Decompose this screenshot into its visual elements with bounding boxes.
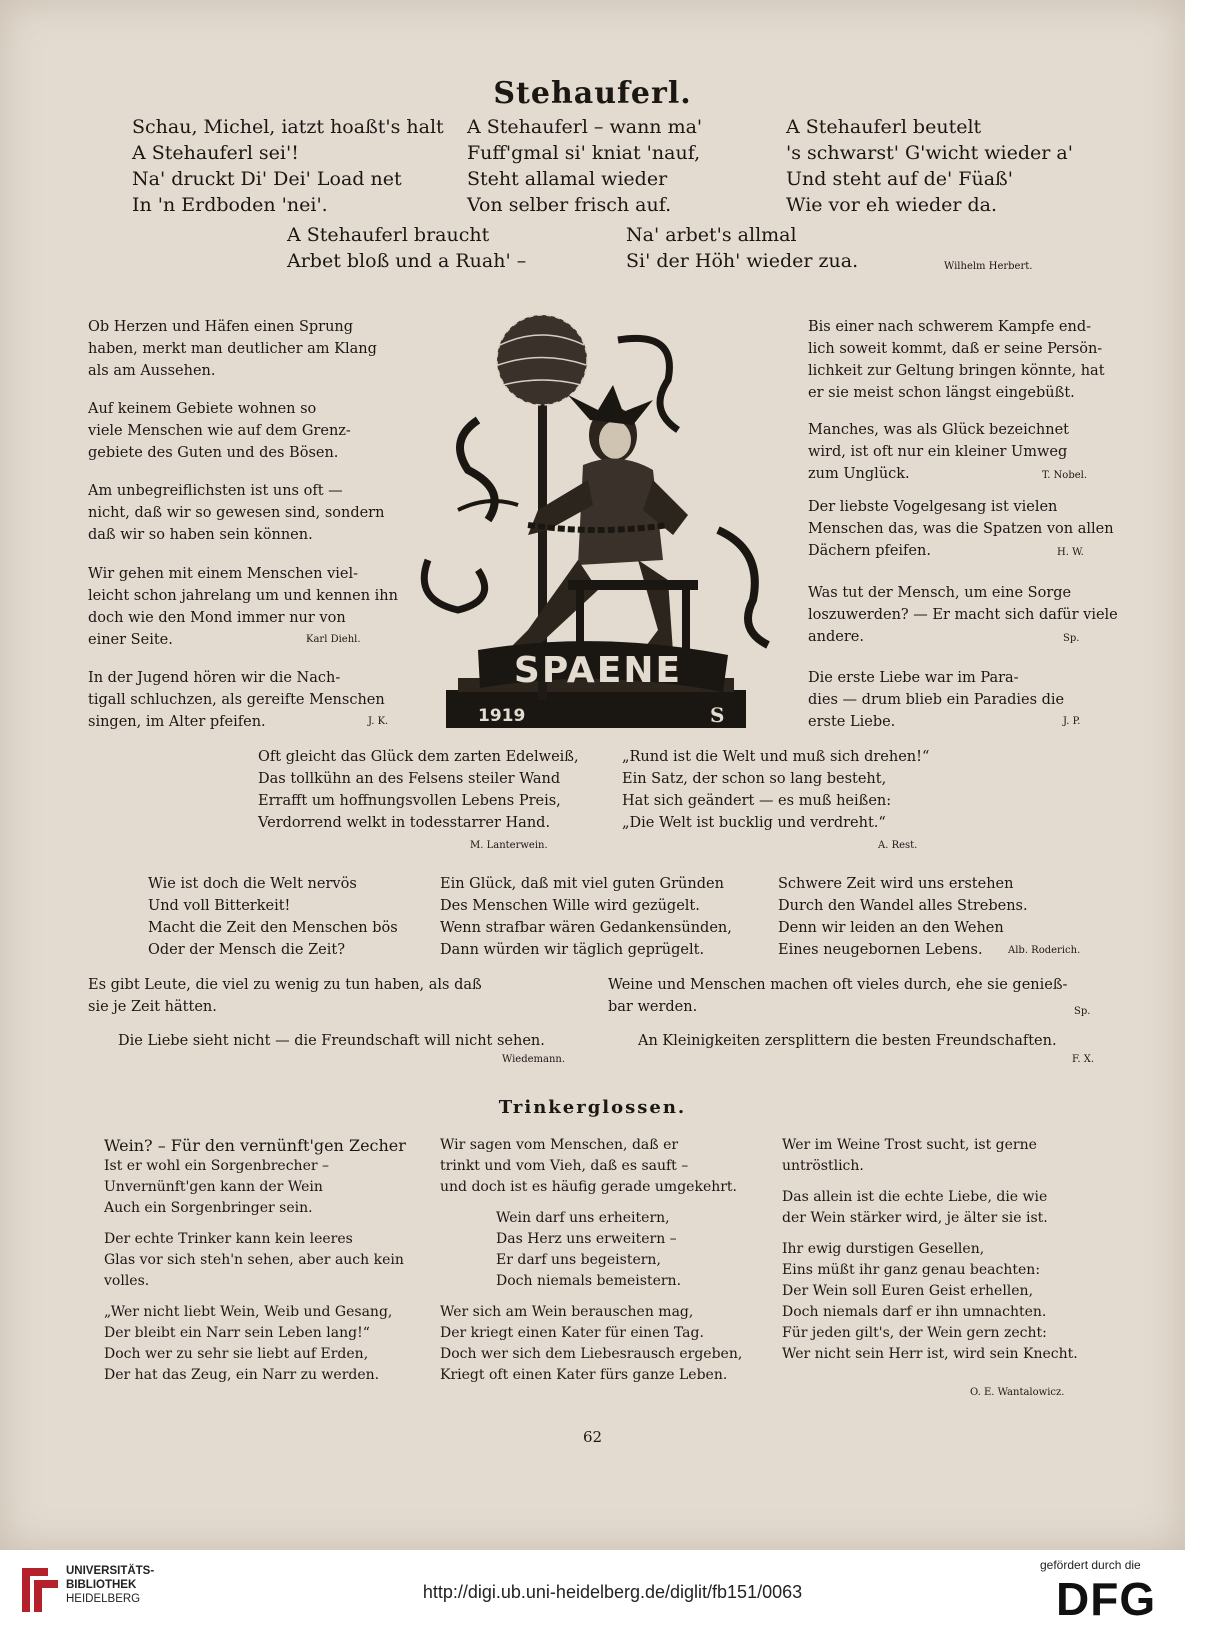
verse-line: der Wein stärker wird, je älter sie ist.	[782, 1210, 1048, 1226]
verse-line: Er darf uns begeistern,	[496, 1252, 661, 1268]
aphorism-line: lich soweit kommt, daß er seine Persön-	[808, 341, 1103, 357]
aphorism-line: lichkeit zur Geltung bringen könnte, hat	[808, 363, 1105, 379]
aphorism-line: viele Menschen wie auf dem Grenz-	[88, 423, 351, 439]
aphorism-line: singen, im Alter pfeifen.	[88, 714, 266, 730]
verse-line	[782, 1177, 1078, 1187]
verse-signature: A. Rest.	[878, 840, 918, 851]
woodcut-monogram: S	[710, 703, 725, 727]
verse-signature: O. E. Wantalowicz.	[970, 1387, 1065, 1398]
aphorism-line: gebiete des Guten und des Bösen.	[88, 445, 339, 461]
verse-line: Doch niemals darf er ihn umnachten.	[782, 1304, 1047, 1320]
verse-line: Dann würden wir täglich geprügelt.	[440, 942, 705, 958]
verse-line: „Wer nicht liebt Wein, Weib und Gesang,	[104, 1304, 393, 1320]
aphorism-line: sie je Zeit hätten.	[88, 999, 217, 1015]
aphorism-line: Was tut der Mensch, um eine Sorge	[808, 585, 1072, 601]
verse-line	[782, 1229, 1078, 1239]
verse-line: Schwere Zeit wird uns erstehen	[778, 876, 1014, 892]
verse-line: Das allein ist die echte Liebe, die wie	[782, 1189, 1048, 1205]
aphorism-signature: Sp.	[1074, 1006, 1091, 1017]
verse-line: Für jeden gilt's, der Wein gern zecht:	[782, 1325, 1047, 1341]
aphorism-line: daß wir so haben sein können.	[88, 527, 313, 543]
verse-line: Hat sich geändert — es muß heißen:	[622, 793, 892, 809]
poem-line: Si' der Höh' wieder zua.	[626, 250, 859, 272]
aphorism-line: tigall schluchzen, als gereifte Menschen	[88, 692, 385, 708]
aphorism-line: nicht, daß wir so gewesen sind, sondern	[88, 505, 385, 521]
verse-line: Wein darf uns erheitern,	[496, 1210, 670, 1226]
verse-line: Eines neugebornen Lebens.	[778, 942, 983, 958]
aphorism-signature: Sp.	[1063, 633, 1080, 644]
aphorism-signature: F. X.	[1072, 1054, 1095, 1065]
poem-line: Und steht auf de' Füaß'	[786, 168, 1013, 190]
trinker-column-2	[440, 1135, 742, 1386]
aphorism-line: doch wie den Mond immer nur von	[88, 610, 346, 626]
verse-line: Ihr ewig durstigen Gesellen,	[782, 1241, 985, 1257]
aphorism-kleinigkeiten: An Kleinigkeiten zersplittern die besten Freundschaften.	[638, 1033, 1057, 1049]
logo-line: HEIDELBERG	[66, 1593, 141, 1605]
verse-schwere-zeit	[778, 873, 1028, 961]
logo-line: BIBLIOTHEK	[66, 1579, 137, 1591]
poem-line: Arbet bloß und a Ruah' –	[287, 250, 527, 272]
verse-line: volles.	[104, 1273, 150, 1289]
aphorism-line: Weine und Menschen machen oft vieles durch, ehe sie genieß-	[608, 977, 1068, 993]
aphorism-line: andere.	[808, 629, 864, 645]
verse-line: Auch ein Sorgenbringer sein.	[104, 1200, 313, 1216]
verse-line: Ein Satz, der schon so lang besteht,	[622, 771, 887, 787]
aphorism-line: leicht schon jahrelang um und kennen ihn	[88, 588, 398, 604]
aphorism	[88, 667, 385, 733]
poem-line: A Stehauferl sei'!	[132, 142, 299, 164]
poem-line: Steht allamal wieder	[467, 168, 668, 190]
aphorism-line: zum Unglück.	[808, 466, 910, 482]
aphorism-weine	[608, 974, 1067, 1018]
verse-line: „Rund ist die Welt und muß sich drehen!“	[622, 749, 930, 765]
aphorism-line: einer Seite.	[88, 632, 173, 648]
verse-line: untröstlich.	[782, 1158, 864, 1174]
woodcut-illustration	[418, 300, 778, 740]
verse-line: Oft gleicht das Glück dem zarten Edelweiß,	[258, 749, 579, 765]
verse-signature: M. Lanterwein.	[470, 840, 548, 851]
verse-line: Kriegt oft einen Kater fürs ganze Leben.	[440, 1367, 728, 1383]
aphorism	[88, 316, 377, 382]
verse-line: Wein? – Für den vernünft'gen Zecher	[104, 1136, 406, 1155]
verse-nervoes	[148, 873, 398, 961]
aphorism-line: Wir gehen mit einem Menschen viel-	[88, 566, 359, 582]
aphorism-line: dies — drum blieb ein Paradies die	[808, 692, 1065, 708]
poem-line: Fuff'gmal si' kniat 'nauf,	[467, 142, 701, 164]
verse-line: Wer sich am Wein berauschen mag,	[440, 1304, 694, 1320]
verse-rund-ist-die-welt	[622, 746, 929, 834]
verse-line: trinkt und vom Vieh, daß es sauft –	[440, 1158, 689, 1174]
aphorism-line: Die erste Liebe war im Para-	[808, 670, 1019, 686]
funded-by-label: gefördert durch die	[1040, 1558, 1141, 1572]
aphorism-line: Manches, was als Glück bezeichnet	[808, 422, 1069, 438]
dfg-logo[interactable]: DFG	[1056, 1573, 1157, 1625]
poem-line: Schau, Michel, iatzt hoaßt's halt	[132, 116, 444, 138]
aphorism	[808, 667, 1064, 733]
verse-line: Wie ist doch die Welt nervös	[148, 876, 357, 892]
aphorism-signature: J. P.	[1063, 716, 1081, 727]
aphorism-line: Menschen das, was die Spatzen von allen	[808, 521, 1114, 537]
aphorism-line: Es gibt Leute, die viel zu wenig zu tun haben, als daß	[88, 977, 482, 993]
verse-line: Durch den Wandel alles Strebens.	[778, 898, 1028, 914]
verse-gedankensuenden	[440, 873, 732, 961]
aphorism-leute	[88, 974, 482, 1018]
verse-line: Und voll Bitterkeit!	[148, 898, 291, 914]
verse-line: Denn wir leiden an den Wehen	[778, 920, 1004, 936]
aphorism-liebe: Die Liebe sieht nicht — die Freundschaft will nicht sehen.	[118, 1033, 545, 1049]
woodcut-year: 1919	[478, 706, 526, 726]
verse-line: Das tollkühn an des Felsens steiler Wand	[258, 771, 561, 787]
verse-line: Das Herz uns erweitern –	[496, 1231, 677, 1247]
aphorism-line: Bis einer nach schwerem Kampfe end-	[808, 319, 1092, 335]
verse-signature: Alb. Roderich.	[1008, 945, 1081, 956]
verse-line: Errafft um hoffnungsvollen Lebens Preis,	[258, 793, 561, 809]
aphorism-line: erste Liebe.	[808, 714, 896, 730]
viewer-footer	[0, 1550, 1225, 1631]
poem-col-1	[132, 114, 444, 218]
verse-line: Der hat das Zeug, ein Narr zu werden.	[104, 1367, 380, 1383]
verse-line: Der bleibt ein Narr sein Leben lang!“	[104, 1325, 370, 1341]
poem-line: Wie vor eh wieder da.	[786, 194, 998, 216]
aphorism-line: Ob Herzen und Häfen einen Sprung	[88, 319, 354, 335]
verse-line	[104, 1292, 406, 1302]
page-title: Stehauferl.	[493, 76, 692, 111]
aphorism-signature: J. K.	[368, 716, 389, 727]
section-title: Trinkerglossen.	[498, 1097, 687, 1118]
verse-line: Oder der Mensch die Zeit?	[148, 942, 345, 958]
aphorism-signature: H. W.	[1057, 547, 1084, 558]
verse-line: Der echte Trinker kann kein leeres	[104, 1231, 353, 1247]
verse-line: Eins müßt ihr ganz genau beachten:	[782, 1262, 1041, 1278]
poem-line: 's schwarst' G'wicht wieder a'	[786, 142, 1073, 164]
verse-line: Wer nicht sein Herr ist, wird sein Knecht.	[782, 1346, 1078, 1362]
aphorism	[808, 316, 1105, 404]
poem-line: Na' arbet's allmal	[626, 224, 797, 246]
verse-line: Doch wer zu sehr sie liebt auf Erden,	[104, 1346, 369, 1362]
verse-line: Glas vor sich steh'n sehen, aber auch kein	[104, 1252, 404, 1268]
verse-line: Verdorrend welkt in todesstarrer Hand.	[258, 815, 551, 831]
aphorism-signature: Karl Diehl.	[306, 634, 361, 645]
verse-line	[104, 1219, 406, 1229]
woodcut-banner-text: SPAENE	[513, 650, 683, 691]
aphorism	[88, 480, 384, 546]
verse-line: Wer im Weine Trost sucht, ist gerne	[782, 1137, 1037, 1153]
verse-edelweiss	[258, 746, 579, 834]
page-number: 62	[582, 1428, 603, 1446]
aphorism-line: haben, merkt man deutlicher am Klang	[88, 341, 377, 357]
aphorism-line: loszuwerden? — Er macht sich dafür viele	[808, 607, 1118, 623]
aphorism-line: wird, ist oft nur ein kleiner Umweg	[808, 444, 1068, 460]
aphorism	[88, 398, 351, 464]
poem-line: A Stehauferl – wann ma'	[467, 116, 703, 138]
verse-line: „Die Welt ist bucklig und verdreht.“	[622, 815, 886, 831]
aphorism	[808, 419, 1069, 485]
poem-line: A Stehauferl beutelt	[786, 116, 982, 138]
aphorism-line: Am unbegreiflichsten ist uns oft —	[88, 483, 343, 499]
poem-line: Von selber frisch auf.	[467, 194, 672, 216]
verse-line: Ist er wohl ein Sorgenbrecher –	[104, 1158, 330, 1174]
verse-line: Macht die Zeit den Menschen bös	[148, 920, 398, 936]
poem-col-5	[626, 222, 858, 274]
poem-col-4	[287, 222, 526, 274]
poem-line: Na' druckt Di' Dei' Load net	[132, 168, 402, 190]
aphorism-line: Auf keinem Gebiete wohnen so	[88, 401, 317, 417]
aphorism-line: Dächern pfeifen.	[808, 543, 931, 559]
verse-line: Wenn strafbar wären Gedankensünden,	[440, 920, 732, 936]
verse-line: Der Wein soll Euren Geist erhellen,	[782, 1283, 1034, 1299]
poem-col-2	[467, 114, 702, 218]
verse-line: Des Menschen Wille wird gezügelt.	[440, 898, 700, 914]
aphorism-line: bar werden.	[608, 999, 698, 1015]
aphorism-line: Der liebste Vogelgesang ist vielen	[808, 499, 1058, 515]
logo-line: UNIVERSITÄTS-	[66, 1565, 155, 1577]
jester-woodcut-image	[418, 300, 778, 740]
verse-line	[440, 1292, 742, 1302]
aphorism-signature: Wiedemann.	[502, 1054, 566, 1065]
verse-line: Doch niemals bemeistern.	[496, 1273, 682, 1289]
trinker-column-3	[782, 1135, 1078, 1365]
document-url-link[interactable]: http://digi.ub.uni-heidelberg.de/diglit/fb151/0063	[422, 1582, 803, 1602]
trinker-column-1	[104, 1135, 406, 1386]
verse-line	[440, 1198, 742, 1208]
verse-line: Unvernünft'gen kann der Wein	[104, 1179, 323, 1195]
poem-line: A Stehauferl braucht	[287, 224, 490, 246]
aphorism-line: In der Jugend hören wir die Nach-	[88, 670, 341, 686]
verse-line: Wir sagen vom Menschen, daß er	[440, 1137, 679, 1153]
verse-line: Ein Glück, daß mit viel guten Gründen	[440, 876, 724, 892]
poem-line: In 'n Erdboden 'nei'.	[132, 194, 328, 216]
poem-author: Wilhelm Herbert.	[944, 261, 1033, 272]
verse-line: Der kriegt einen Kater für einen Tag.	[440, 1325, 704, 1341]
verse-line: Doch wer sich dem Liebesrausch ergeben,	[440, 1346, 743, 1362]
aphorism-line: er sie meist schon längst eingebüßt.	[808, 385, 1075, 401]
poem-col-3	[786, 114, 1073, 218]
aphorism-signature: T. Nobel.	[1042, 470, 1088, 481]
verse-line: und doch ist es häufig gerade umgekehrt.	[440, 1179, 738, 1195]
aphorism-line: als am Aussehen.	[88, 363, 216, 379]
